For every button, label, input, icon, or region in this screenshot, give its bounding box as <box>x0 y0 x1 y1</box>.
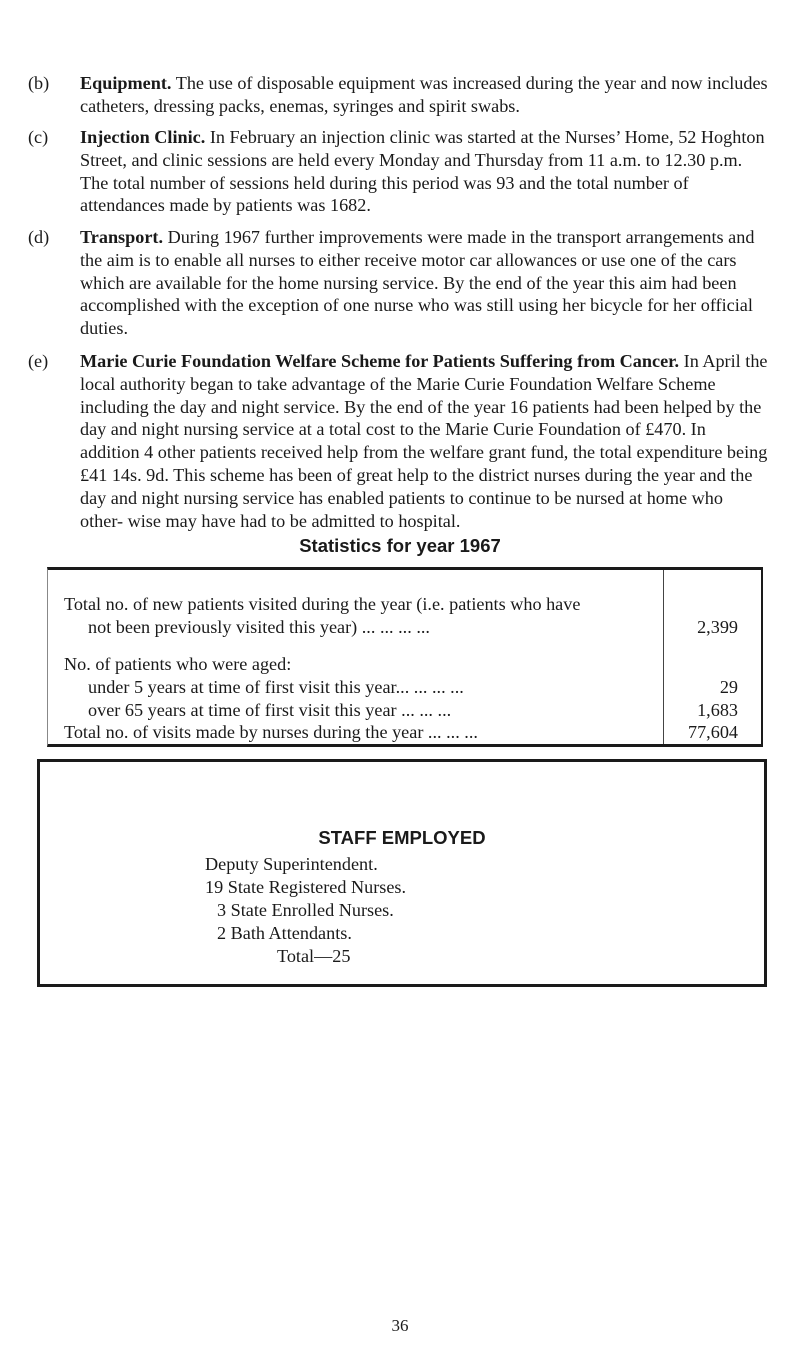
staff-item: Deputy Superintendent. <box>205 854 378 874</box>
paragraph-b <box>28 72 768 118</box>
paragraph-label: (e) <box>28 351 49 371</box>
staff-title: STAFF EMPLOYED <box>318 827 486 848</box>
row-label: under 5 years at time of first visit this year... ... ... ... <box>88 677 464 697</box>
paragraph-text: During 1967 further improvements were made in the transport arrangements and the aim is to enable all nurses to either receive motor car allowances or use one of the cars which are available for the home nursing service. By the end of the year this aim had been accomplished with the exception of one nurse who was still using her bicycle for her official duties. <box>80 227 755 339</box>
paragraph-d <box>28 226 768 340</box>
staff-item: 19 State Registered Nurses. <box>205 877 407 897</box>
column-divider <box>663 570 664 744</box>
row-value: 77,604 <box>687 722 738 742</box>
paragraph-e <box>28 350 768 532</box>
page-number: 36 <box>391 1316 409 1335</box>
paragraph-label: (d) <box>28 227 50 247</box>
row-label: Total no. of visits made by nurses during the year ... ... ... <box>64 722 478 742</box>
paragraph-c <box>28 126 768 217</box>
statistics-title: Statistics for year 1967 <box>299 535 501 556</box>
paragraph-label: (c) <box>28 127 49 147</box>
paragraph-label: (b) <box>28 73 50 93</box>
paragraph-text: In April the local authority began to take advantage of the Marie Curie Foundation Welfare Scheme including the day and night service. By the end of the year 16 patients had been helped by the day and night nursing service at a total cost to the Marie Curie Foundation of £470. In addition 4 other patients received help from the welfare grant fund, the total expenditure being £41 14s. 9d. This scheme has been of great help to the district nurses during the year and the day and night nursing service has enabled patients to continue to be nursed at home who other- wise may have had to be admitted to hospital. <box>80 351 768 531</box>
staff-total: Total—25 <box>277 946 351 966</box>
paragraph-heading: Transport. <box>80 227 164 247</box>
row-label: Total no. of new patients visited during the year (i.e. patients who have <box>64 594 581 614</box>
row-value: 29 <box>719 677 738 697</box>
paragraph-text: In February an injection clinic was started at the Nurses’ Home, 52 Hoghton Street, and clinic sessions are held every Monday and Thursday from 11 a.m. to 12.30 p.m. The total number of sessions held during this period was 93 and the total number of attendances made by patients was 1682. <box>80 127 765 216</box>
paragraph-heading: Marie Curie Foundation Welfare Scheme for Patients Suffering from Cancer. <box>80 351 680 371</box>
row-label: over 65 years at time of first visit this year ... ... ... <box>88 700 452 720</box>
paragraph-heading: Injection Clinic. <box>80 127 206 147</box>
statistics-table <box>47 567 763 747</box>
row-label-continued: not been previously visited this year) ... ... ... ... <box>88 617 430 637</box>
staff-employed-box <box>37 759 767 987</box>
row-value: 2,399 <box>697 617 738 637</box>
row-label: No. of patients who were aged: <box>64 654 292 674</box>
paragraph-text: The use of disposable equipment was increased during the year and now includes catheters, dressing packs, enemas, syringes and spirit swabs. <box>80 73 768 116</box>
staff-item: 2 Bath Attendants. <box>217 923 352 943</box>
row-value: 1,683 <box>697 700 738 720</box>
paragraph-heading: Equipment. <box>80 73 172 93</box>
staff-item: 3 State Enrolled Nurses. <box>217 900 394 920</box>
